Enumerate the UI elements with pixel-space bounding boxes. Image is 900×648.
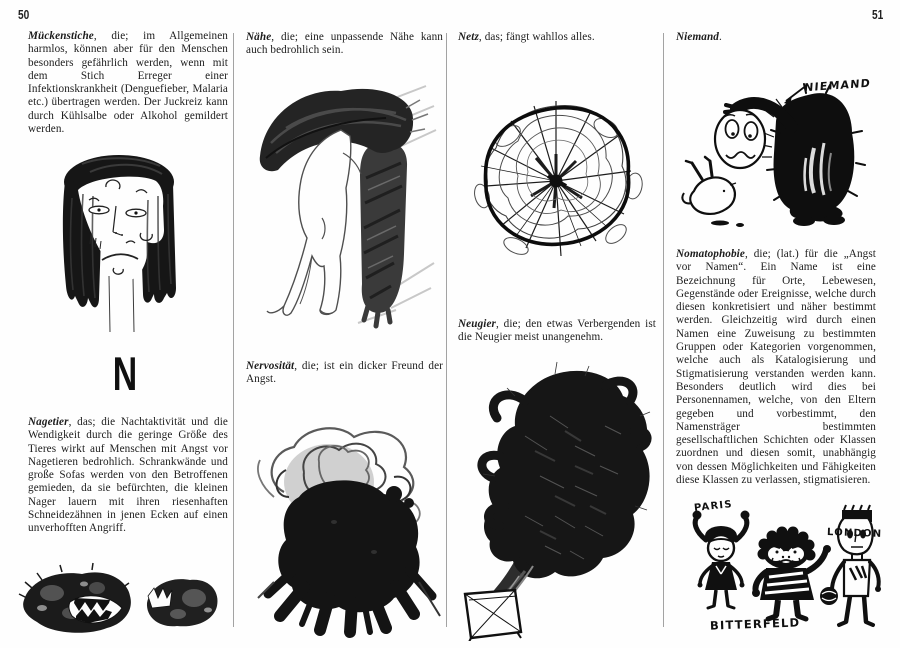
entry-body: , die; ist ein dicker Freund der Angst. xyxy=(246,360,443,386)
entry-mueckenstiche xyxy=(28,30,228,136)
entry-nomatophobie xyxy=(676,248,876,487)
nagetier-illustration xyxy=(12,558,227,643)
column-rule xyxy=(446,33,447,627)
mueckenstiche-illustration xyxy=(42,146,197,336)
entry-term: Nähe xyxy=(246,31,272,43)
niemand-illustration xyxy=(676,73,886,238)
page-number-left: 50 xyxy=(18,7,30,22)
entry-neugier xyxy=(458,318,656,345)
london-label: LONDON xyxy=(826,527,883,540)
netz-illustration xyxy=(456,66,656,311)
entry-nagetier xyxy=(28,416,228,536)
entry-niemand xyxy=(676,31,876,44)
entry-netz xyxy=(458,31,656,44)
naehe-illustration xyxy=(246,58,441,348)
page-gutter-rule xyxy=(663,33,664,627)
nervositaet-illustration xyxy=(244,402,444,642)
entry-body: , die; den etwas Verbergenden ist die Neugier meist unangenehm. xyxy=(458,318,656,344)
entry-naehe xyxy=(246,31,443,58)
entry-body: , die; (lat.) für die „Angst vor Namen“. Ein Name ist eine Bezeichnung für Orte, Lebewesen, Gegenstände oder Ereignisse, welche durch diesen konkretisiert und näher bestimmt werden. Gleichzeitig wird durch einen Namen eine Zuweisung zu bestimmten Gruppen oder Kategorien vorgenommen, welche auch als Katalogisierung und Stigmatisierung verstanden werden kann. Besonders deutlich wird dies bei Personennamen, welche, von den Eltern gegeben und vorbestimmt, den Namensträger bestimmten gesellschaftlichen Schichten oder Klassen zuordnen und diesen somit, unabhängig von dessen Möglichkeiten und Fähigkeiten diese Klassen zu verlassen, stigmatisieren. xyxy=(676,248,876,487)
entry-term: Neugier xyxy=(458,318,496,330)
entry-term: Netz xyxy=(458,31,479,43)
entry-term: Niemand xyxy=(676,31,719,43)
entry-body: . xyxy=(718,31,722,43)
entry-term: Nagetier xyxy=(28,416,69,428)
niemand-annotation-label: NIEMAND xyxy=(803,76,872,95)
page-number-right: 51 xyxy=(872,7,884,22)
entry-body: , das; die Nachtaktivität und die Wendigkeit durch die geringe Größe des Tieres wirkt auf Menschen mit Angst vor Nagetieren bedrohlich. Schrankwände und große Sofas werden von den Betroffenen gemieden, da sie befürchten, die kleinen Nager lauern mit ihren riesenhaften Schneidezähnen in jenen Ecken auf einen unverhofften Angriff. xyxy=(28,416,228,535)
entry-term: Nomatophobie xyxy=(676,248,745,260)
entry-body: , das; fängt wahllos alles. xyxy=(478,31,595,43)
section-letter: N xyxy=(112,347,138,400)
column-rule xyxy=(233,33,234,627)
entry-term: Nervosität xyxy=(246,360,295,372)
neugier-illustration xyxy=(455,356,660,641)
bitterfeld-label: BITTERFELD xyxy=(709,615,801,633)
paris-label: PARIS xyxy=(693,499,734,514)
entry-body: , die; im Allgemeinen harmlos, können aber für den Menschen besonders gefährlich werden, wenn mit dem Stich Erreger einer Infektionskrankheit (Denguefieber, Malaria etc.) übertragen werden. Der Juckreiz kann durch Kühlsalbe oder Alkohol gemildert werden. xyxy=(28,30,228,136)
entry-body: , die; eine unpassende Nähe kann auch bedrohlich sein. xyxy=(246,31,443,57)
entry-term: Mückenstiche xyxy=(28,30,94,42)
entry-nervositaet xyxy=(246,360,443,387)
